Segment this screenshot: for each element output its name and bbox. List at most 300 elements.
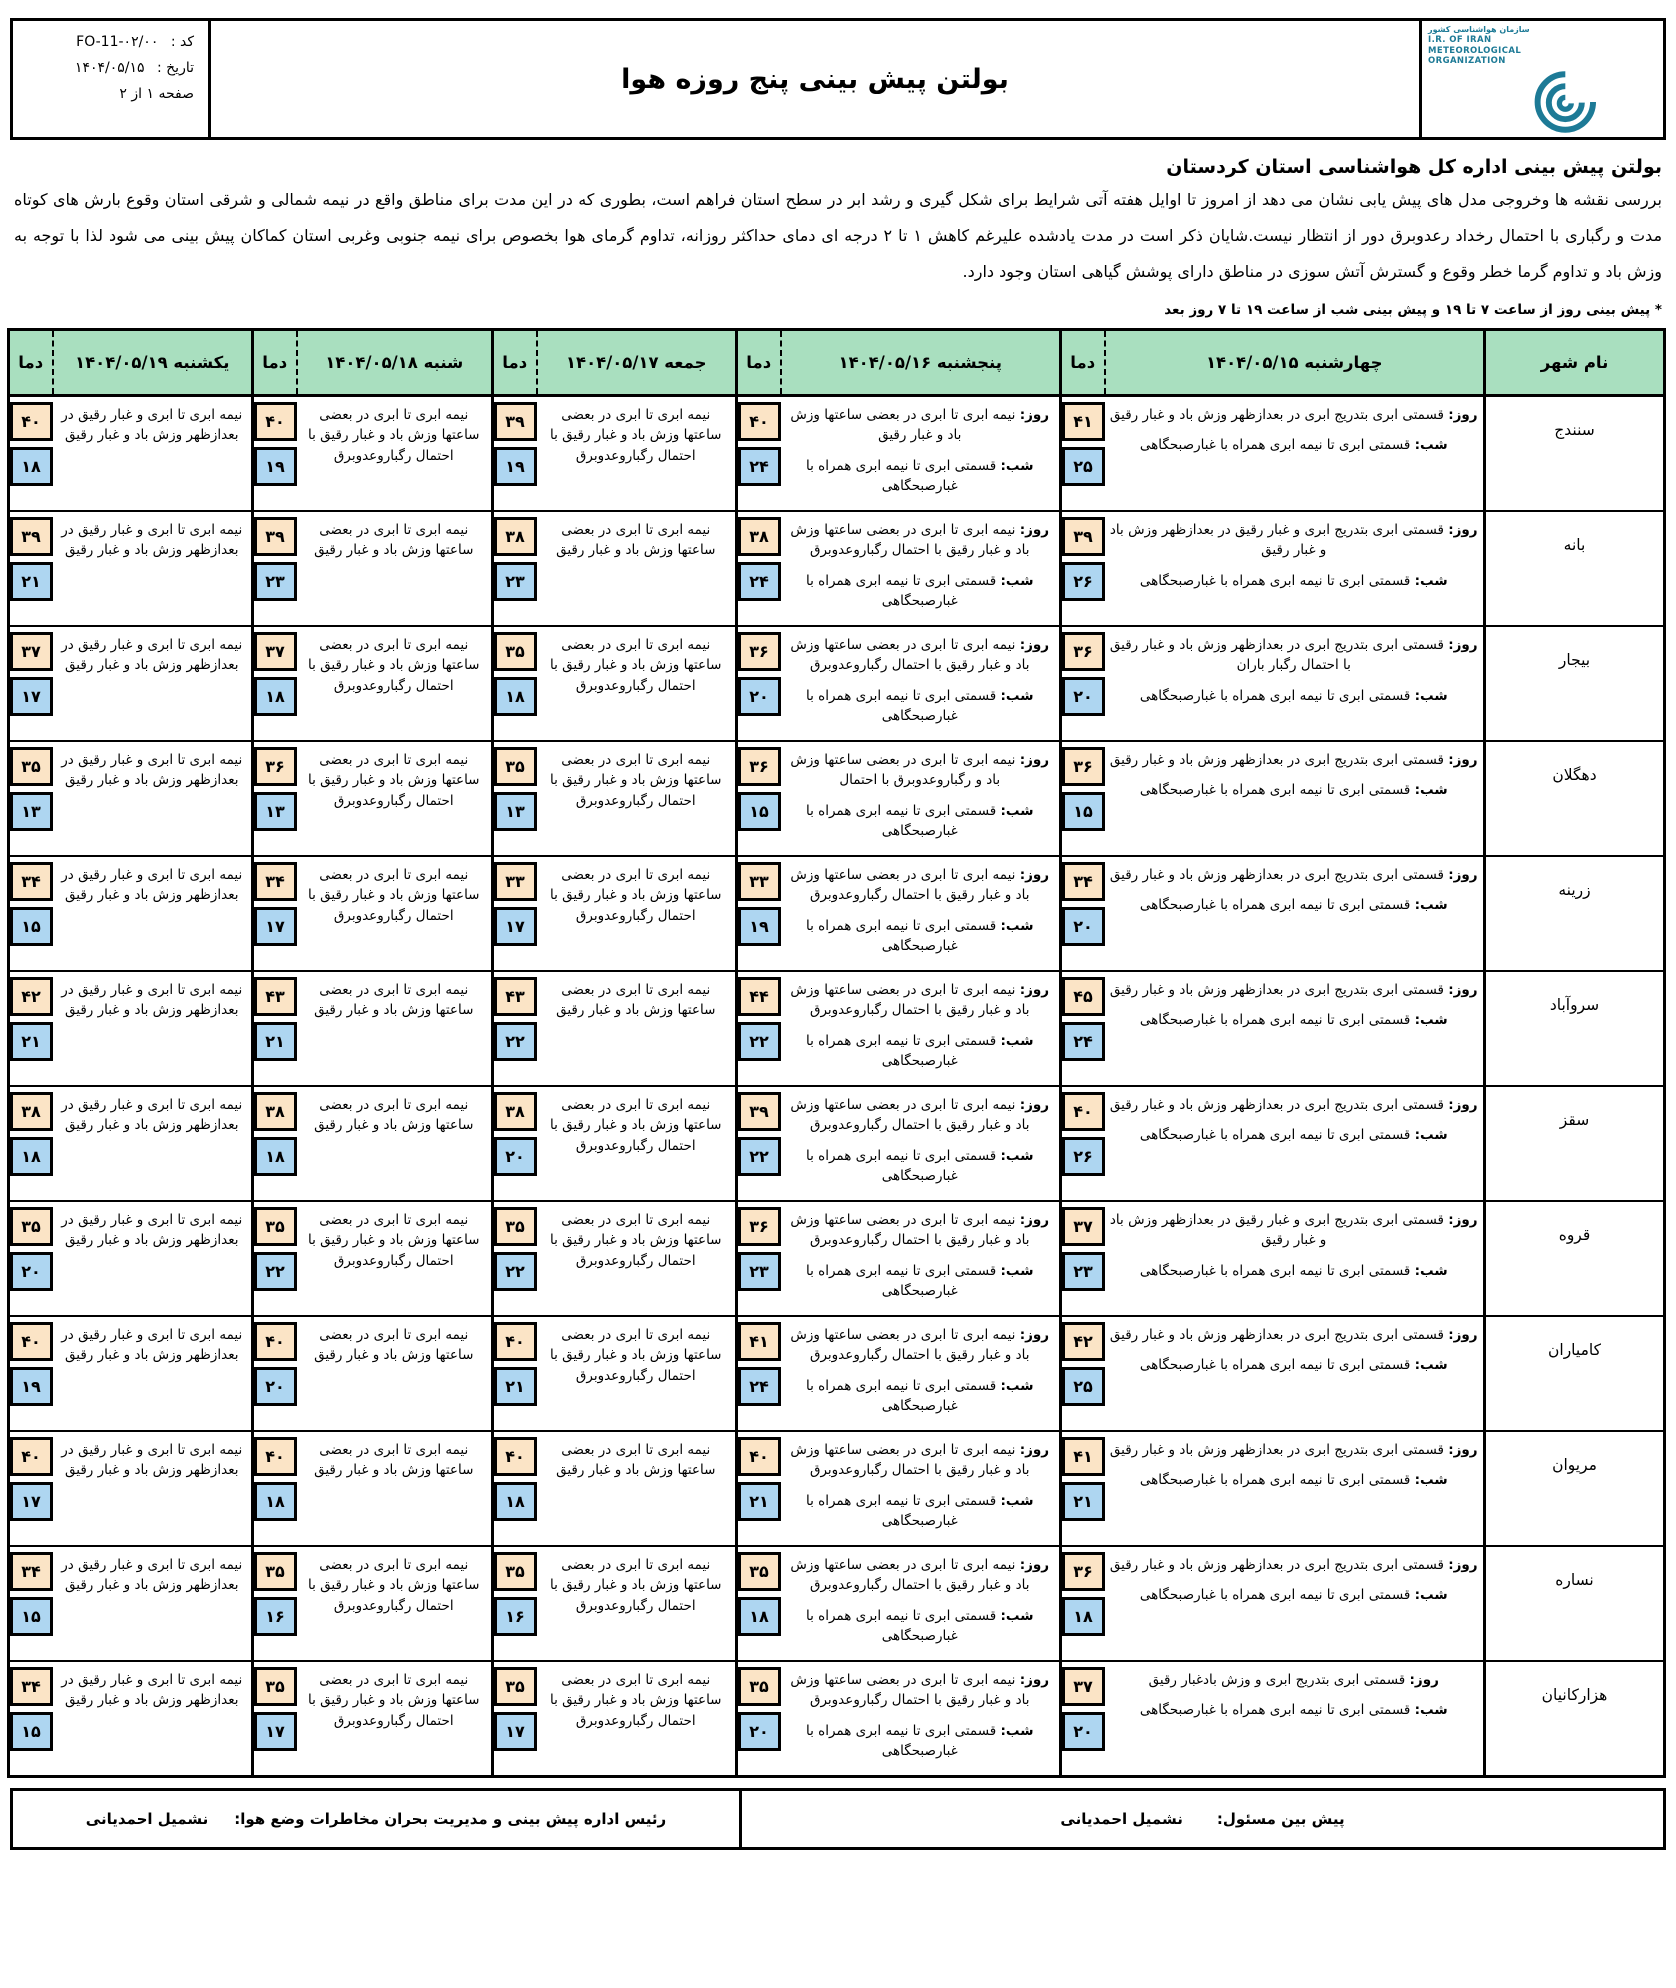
forecast-cell [297,1316,493,1431]
max-temp: ۳۵ [254,1207,297,1246]
col-header-temp-0: دما [1061,330,1105,396]
night-forecast-text: قسمتی ابری تا نیمه ابری همراه با غبارصبحگاهی [806,1032,997,1069]
max-temp: ۴۰ [254,1437,297,1476]
forecast-text: نیمه ابری تا ابری در بعضی ساعتها وزش باد و غبار رقیق با احتمال رگباروعدوبرق [550,637,722,694]
day-forecast-text: نیمه ابری تا ابری در بعضی ساعتها وزش باد و غبار رقیق [790,407,1016,444]
max-temp: ۴۰ [494,1322,537,1361]
forecast-cell [1105,511,1485,626]
min-temp: ۲۱ [254,1022,297,1061]
min-temp: ۲۶ [1062,562,1105,601]
night-forecast [1109,571,1480,591]
city-name: نساره [1485,1546,1665,1661]
forecast-text: نیمه ابری تا ابری در بعضی ساعتها وزش باد و غبار رقیق با احتمال رگباروعدوبرق [308,867,480,924]
forecast-note: * پیش بینی روز از ساعت ۷ تا ۱۹ و پیش بینی شب از ساعت ۱۹ تا ۷ روز بعد [1164,302,1662,318]
forecast-text: نیمه ابری تا ابری در بعضی ساعتها وزش باد و غبار رقیق [314,522,474,559]
org-name-en-1: I.R. OF IRAN [1428,35,1492,45]
col-header-day-4: یکشنبه ۱۴۰۴/۰۵/۱۹ [53,330,253,396]
temperature-cell [737,1316,781,1431]
max-temp: ۴۲ [10,977,53,1016]
min-temp: ۲۰ [494,1137,537,1176]
temperature-cell [1061,1086,1105,1201]
night-label: شب: [1000,802,1034,819]
forecast-cell [537,396,737,512]
temperature-cell [253,1661,297,1777]
forecast-text: نیمه ابری تا ابری و غبار رقیق در بعدازظهر وزش باد و غبار رقیق [61,522,243,559]
forecast-cell [781,396,1061,512]
max-temp: ۴۰ [10,1322,53,1361]
intro-heading: بولتن پیش بینی اداره کل هواشناسی استان کردستان [1166,156,1662,178]
night-forecast [785,571,1056,612]
min-temp: ۱۵ [738,792,781,831]
day-forecast [1109,750,1480,770]
forecast-cell [1105,1201,1485,1316]
night-forecast-text: قسمتی ابری تا نیمه ابری همراه با غبارصبحگاهی [1139,897,1411,914]
forecast-cell [297,511,493,626]
table-row [9,971,1665,1086]
forecast-table-body [9,396,1665,1777]
day-label: روز: [1448,1557,1478,1573]
forecast-text: نیمه ابری تا ابری در بعضی ساعتها وزش باد و غبار رقیق [556,522,716,559]
head-of-office-label: رئیس اداره پیش بینی و مدیریت بحران مخاطرات وضع هوا: [234,1810,667,1828]
forecast-text: نیمه ابری تا ابری و غبار رقیق در بعدازظهر وزش باد و غبار رقیق [61,1212,243,1249]
min-temp: ۲۳ [738,1252,781,1291]
forecast-text: نیمه ابری تا ابری و غبار رقیق در بعدازظهر وزش باد و غبار رقیق [61,1097,243,1134]
temperature-cell [737,1431,781,1546]
max-temp: ۳۵ [494,1667,537,1706]
night-forecast-text: قسمتی ابری تا نیمه ابری همراه با غبارصبحگاهی [806,917,997,954]
temperature-cell [9,971,53,1086]
night-label: شب: [1414,572,1448,589]
min-temp: ۱۵ [10,1597,53,1636]
temperature-cell [9,1086,53,1201]
day-label: روز: [1019,1327,1050,1343]
col-header-day-3: شنبه ۱۴۰۴/۰۵/۱۸ [297,330,493,396]
code-value: FO-11-۰۲/۰۰ [76,34,159,50]
temperature-cell [493,1431,537,1546]
max-temp: ۳۶ [738,1207,781,1246]
temperature-cell [493,1086,537,1201]
forecast-cell [537,741,737,856]
night-forecast [785,1146,1056,1187]
max-temp: ۴۱ [1062,402,1105,441]
day-label: روز: [1019,1212,1050,1228]
night-forecast-text: قسمتی ابری تا نیمه ابری همراه با غبارصبحگاهی [806,1492,997,1529]
temperature-cell [9,626,53,741]
max-temp: ۳۶ [1062,632,1105,671]
night-forecast [785,1606,1056,1647]
night-label: شب: [1000,1492,1034,1509]
day-label: روز: [1448,867,1478,883]
max-temp: ۴۵ [1062,977,1105,1016]
max-temp: ۳۹ [254,517,297,556]
min-temp: ۲۰ [254,1367,297,1406]
night-forecast-text: قسمتی ابری تا نیمه ابری همراه با غبارصبحگاهی [1139,782,1411,799]
max-temp: ۴۰ [1062,1092,1105,1131]
forecast-cell [781,741,1061,856]
min-temp: ۲۱ [10,1022,53,1061]
forecast-cell [537,971,737,1086]
min-temp: ۲۰ [1062,677,1105,716]
min-temp: ۱۶ [254,1597,297,1636]
temperature-cell [9,1546,53,1661]
night-forecast-text: قسمتی ابری تا نیمه ابری همراه با غبارصبحگاهی [1139,1012,1411,1029]
night-forecast [1109,435,1480,455]
min-temp: ۲۱ [494,1367,537,1406]
temperature-cell [493,1316,537,1431]
day-forecast-text: قسمتی ابری بتدریج ابری در بعدازظهر وزش باد و غبار رقیق [1109,1097,1444,1113]
max-temp: ۳۵ [10,1207,53,1246]
temperature-cell [737,1661,781,1777]
day-forecast-text: نیمه ابری تا ابری در بعضی ساعتها وزش باد و غبار رقیق با احتمال رگباروعدوبرق [790,1212,1030,1249]
temperature-cell [493,971,537,1086]
night-forecast-text: قسمتی ابری تا نیمه ابری همراه با غبارصبحگاهی [1139,1702,1411,1719]
table-row [9,1086,1665,1201]
org-name-en-3: ORGANIZATION [1428,56,1506,67]
col-header-temp-3: دما [253,330,297,396]
temperature-cell [253,741,297,856]
temperature-cell [9,1201,53,1316]
max-temp: ۳۹ [10,517,53,556]
night-forecast-text: قسمتی ابری تا نیمه ابری همراه با غبارصبحگاهی [806,1147,997,1184]
day-label: روز: [1019,407,1050,423]
max-temp: ۴۰ [738,402,781,441]
day-forecast [785,1325,1056,1366]
day-forecast-text: قسمتی ابری بتدریج ابری در بعدازظهر وزش باد و غبار رقیق [1109,1557,1444,1573]
head-of-office-cell [13,1791,739,1847]
temperature-cell [737,856,781,971]
min-temp: ۱۷ [494,907,537,946]
night-label: شب: [1000,1147,1034,1164]
day-label: روز: [1448,522,1478,538]
forecast-text: نیمه ابری تا ابری و غبار رقیق در بعدازظهر وزش باد و غبار رقیق [61,982,243,1019]
night-label: شب: [1000,457,1034,474]
forecast-text: نیمه ابری تا ابری در بعضی ساعتها وزش باد و غبار رقیق با احتمال رگباروعدوبرق [308,407,480,464]
page-title: بولتن پیش بینی پنج روزه هوا [621,63,1009,95]
day-label: روز: [1448,1327,1478,1343]
max-temp: ۳۶ [1062,1552,1105,1591]
table-row [9,626,1665,741]
forecast-text: نیمه ابری تا ابری و غبار رقیق در بعدازظهر وزش باد و غبار رقیق [61,1557,243,1594]
min-temp: ۲۰ [738,677,781,716]
night-label: شب: [1000,1607,1034,1624]
table-row [9,1546,1665,1661]
max-temp: ۳۸ [738,517,781,556]
forecast-cell [537,1661,737,1777]
min-temp: ۲۰ [738,1712,781,1751]
forecast-cell [53,1431,253,1546]
day-label: روز: [1448,1442,1478,1458]
temperature-cell [1061,626,1105,741]
city-name: دهگلان [1485,741,1665,856]
table-header-row [9,330,1665,396]
max-temp: ۳۵ [494,1207,537,1246]
forecast-cell [53,856,253,971]
org-logo-text [1428,25,1657,67]
day-label: روز: [1448,1212,1478,1228]
min-temp: ۱۵ [1062,792,1105,831]
temperature-cell [1061,1546,1105,1661]
min-temp: ۲۶ [1062,1137,1105,1176]
min-temp: ۲۱ [10,562,53,601]
forecast-cell [1105,1546,1485,1661]
forecast-text: نیمه ابری تا ابری در بعضی ساعتها وزش باد و غبار رقیق با احتمال رگباروعدوبرق [308,1557,480,1614]
max-temp: ۳۵ [254,1552,297,1591]
day-label: روز: [1448,637,1478,653]
day-forecast-text: نیمه ابری تا ابری در بعضی ساعتها وزش باد و غبار رقیق با احتمال رگباروعدوبرق [790,1442,1030,1479]
temperature-cell [1061,1316,1105,1431]
temperature-cell [737,971,781,1086]
min-temp: ۱۵ [10,907,53,946]
night-forecast [1109,686,1480,706]
min-temp: ۱۶ [494,1597,537,1636]
night-forecast [1109,1355,1480,1375]
day-label: روز: [1019,1097,1050,1113]
max-temp: ۳۴ [254,862,297,901]
max-temp: ۳۸ [10,1092,53,1131]
col-header-temp-2: دما [493,330,537,396]
forecast-text: نیمه ابری تا ابری در بعضی ساعتها وزش باد و غبار رقیق با احتمال رگباروعدوبرق [550,1097,722,1154]
min-temp: ۱۳ [10,792,53,831]
day-forecast-text: نیمه ابری تا ابری در بعضی ساعتها وزش باد و غبار رقیق با احتمال رگباروعدوبرق [790,637,1030,674]
night-label: شب: [1414,1012,1448,1029]
max-temp: ۳۴ [10,1667,53,1706]
night-forecast [785,456,1056,497]
max-temp: ۴۴ [738,977,781,1016]
min-temp: ۱۸ [10,1137,53,1176]
temperature-cell [737,626,781,741]
max-temp: ۳۵ [254,1667,297,1706]
max-temp: ۳۴ [10,862,53,901]
night-forecast-text: قسمتی ابری تا نیمه ابری همراه با غبارصبحگاهی [1139,1262,1411,1279]
max-temp: ۳۸ [254,1092,297,1131]
night-forecast [785,1491,1056,1532]
max-temp: ۳۵ [494,747,537,786]
day-forecast [1109,1210,1480,1251]
forecast-cell [781,1201,1061,1316]
forecast-cell [781,856,1061,971]
night-label: شب: [1000,1722,1034,1739]
forecast-cell [53,741,253,856]
temperature-cell [1061,1661,1105,1777]
forecast-text: نیمه ابری تا ابری در بعضی ساعتها وزش باد و غبار رقیق با احتمال رگباروعدوبرق [308,752,480,809]
temperature-cell [253,856,297,971]
night-forecast-text: قسمتی ابری تا نیمه ابری همراه با غبارصبحگاهی [1139,1127,1411,1144]
temperature-cell [1061,1431,1105,1546]
day-forecast-text: قسمتی ابری بتدریج ابری در بعدازظهر وزش باد و غبار رقیق با احتمال رگبار باران [1109,637,1444,674]
night-forecast-text: قسمتی ابری تا نیمه ابری همراه با غبارصبحگاهی [806,802,997,839]
temperature-cell [1061,971,1105,1086]
forecast-text: نیمه ابری تا ابری و غبار رقیق در بعدازظهر وزش باد و غبار رقیق [61,1327,243,1364]
forecast-cell [297,1086,493,1201]
date-label: تاریخ : [156,60,194,76]
day-forecast-text: نیمه ابری تا ابری در بعضی ساعتها وزش باد و رگباروعدوبرق با احتمال [790,752,1016,789]
table-row [9,741,1665,856]
night-forecast-text: قسمتی ابری تا نیمه ابری همراه با غبارصبحگاهی [806,1607,997,1644]
night-forecast-text: قسمتی ابری تا نیمه ابری همراه با غبارصبحگاهی [1139,437,1411,454]
min-temp: ۲۴ [738,562,781,601]
day-forecast [1109,1095,1480,1115]
day-forecast-text: قسمتی ابری بتدریج ابری در بعدازظهر وزش باد و غبار رقیق [1109,867,1444,883]
min-temp: ۲۲ [738,1137,781,1176]
night-forecast [1109,1470,1480,1490]
forecast-text: نیمه ابری تا ابری و غبار رقیق در بعدازظهر وزش باد و غبار رقیق [61,1672,243,1709]
code-label: کد : [170,34,194,50]
min-temp: ۲۲ [254,1252,297,1291]
forecast-cell [1105,971,1485,1086]
forecast-cell [1105,1316,1485,1431]
forecast-cell [781,1661,1061,1777]
forecast-text: نیمه ابری تا ابری در بعضی ساعتها وزش باد و غبار رقیق با احتمال رگباروعدوبرق [550,1557,722,1614]
day-forecast [1109,1670,1480,1690]
max-temp: ۳۶ [738,747,781,786]
day-forecast [785,405,1056,446]
org-logo [1419,21,1663,137]
night-forecast-text: قسمتی ابری تا نیمه ابری همراه با غبارصبحگاهی [1139,687,1411,704]
day-forecast-text: نیمه ابری تا ابری در بعضی ساعتها وزش باد و غبار رقیق با احتمال رگباروعدوبرق [790,867,1030,904]
day-forecast-text: نیمه ابری تا ابری در بعضی ساعتها وزش باد و غبار رقیق با احتمال رگباروعدوبرق [790,1557,1030,1594]
max-temp: ۳۵ [10,747,53,786]
temperature-cell [493,626,537,741]
night-forecast [1109,1261,1480,1281]
temperature-cell [737,1201,781,1316]
forecast-text: نیمه ابری تا ابری در بعضی ساعتها وزش باد و غبار رقیق با احتمال رگباروعدوبرق [308,637,480,694]
min-temp: ۱۸ [10,447,53,486]
signature-footer [10,1788,1666,1850]
temperature-cell [253,1201,297,1316]
day-forecast [1109,865,1480,885]
temperature-cell [493,741,537,856]
org-name-en-2: METEOROLOGICAL [1428,45,1522,56]
max-temp: ۳۸ [494,1092,537,1131]
forecast-text: نیمه ابری تا ابری در بعضی ساعتها وزش باد و غبار رقیق [556,982,716,1019]
forecast-cell [297,741,493,856]
day-label: روز: [1448,982,1478,998]
intro-paragraph: بررسی نقشه ها وخروجی مدل های پیش یابی نشان می دهد از امروز تا اوایل هفته آتی شرایط برای شکل گیری و رشد ابر در سطح استان فراهم است، بطوری که در این مدت برای مناطق واقع در نیمه شمالی و شرقی استان وقوع بارش های کوتاه مدت و رگباری با احتمال رخداد رعدوبرق دور از انتظار نیست.شایان ذکر است در مدت یادشده علیرغم کاهش ۱ تا ۲ درجه ای دمای حداکثر روزانه، تداوم گرمای هوا بخصوص برای نیمه جنوبی وغربی استان کماکان پیش بینی می شود لذا با توجه به وزش باد و تداوم گرما خطر وقوع و گسترش آتش سوزی در مناطق دارای پوشش گیاهی استان وجود دارد. [14,190,1663,281]
forecast-cell [297,626,493,741]
day-forecast [1109,405,1480,425]
min-temp: ۲۴ [1062,1022,1105,1061]
night-forecast [1109,1010,1480,1030]
forecast-cell [537,1316,737,1431]
night-forecast [785,1721,1056,1762]
temperature-cell [253,1316,297,1431]
city-name: سقز [1485,1086,1665,1201]
min-temp: ۱۸ [494,677,537,716]
min-temp: ۱۹ [10,1367,53,1406]
day-label: روز: [1448,407,1478,423]
forecast-cell [1105,396,1485,512]
max-temp: ۴۰ [254,402,297,441]
forecast-cell [1105,1661,1485,1777]
min-temp: ۱۷ [254,1712,297,1751]
day-forecast-text: نیمه ابری تا ابری در بعضی ساعتها وزش باد و غبار رقیق با احتمال رگباروعدوبرق [790,1327,1030,1364]
night-label: شب: [1000,1262,1034,1279]
day-forecast-text: قسمتی ابری بتدریج ابری در بعدازظهر وزش باد و غبار رقیق [1109,1442,1444,1458]
max-temp: ۳۷ [1062,1667,1105,1706]
day-forecast-text: نیمه ابری تا ابری در بعضی ساعتها وزش باد و غبار رقیق با احتمال رگباروعدوبرق [790,522,1030,559]
table-row [9,1661,1665,1777]
table-row [9,856,1665,971]
forecast-cell [1105,856,1485,971]
temperature-cell [1061,741,1105,856]
night-forecast [785,1261,1056,1302]
forecast-cell [53,1316,253,1431]
temperature-cell [493,1546,537,1661]
forecast-cell [781,1086,1061,1201]
temperature-cell [253,396,297,512]
max-temp: ۳۵ [494,1552,537,1591]
forecast-cell [781,1431,1061,1546]
day-forecast-text: قسمتی ابری بتدریج ابری و غبار رقیق در بعدازظهر وزش باد و غبار رقیق [1109,522,1444,559]
day-forecast-text: قسمتی ابری بتدریج ابری و وزش بادغبار رقیق [1148,1672,1406,1688]
night-forecast [785,916,1056,957]
day-forecast-text: قسمتی ابری بتدریج ابری در بعدازظهر وزش باد و غبار رقیق [1109,1327,1444,1343]
temperature-cell [737,1086,781,1201]
forecast-text: نیمه ابری تا ابری در بعضی ساعتها وزش باد و غبار رقیق [556,1442,716,1479]
max-temp: ۳۵ [738,1667,781,1706]
forecast-text: نیمه ابری تا ابری در بعضی ساعتها وزش باد و غبار رقیق با احتمال رگباروعدوبرق [550,867,722,924]
date-value: ۱۴۰۴/۰۵/۱۵ [74,60,145,76]
col-header-temp-1: دما [737,330,781,396]
night-forecast-text: قسمتی ابری تا نیمه ابری همراه با غبارصبحگاهی [806,1262,997,1299]
night-forecast-text: قسمتی ابری تا نیمه ابری همراه با غبارصبحگاهی [806,1377,997,1414]
day-forecast [1109,1555,1480,1575]
forecast-cell [53,511,253,626]
day-forecast-text: قسمتی ابری بتدریج ابری در بعدازظهر وزش باد و غبار رقیق [1109,752,1444,768]
max-temp: ۳۵ [738,1552,781,1591]
night-label: شب: [1000,687,1034,704]
min-temp: ۲۰ [1062,1712,1105,1751]
forecast-table [7,328,1666,1778]
temperature-cell [737,396,781,512]
night-label: شب: [1414,1357,1448,1374]
temperature-cell [493,1661,537,1777]
city-name: هزارکانیان [1485,1661,1665,1777]
forecast-cell [781,971,1061,1086]
document-header [10,18,1666,140]
min-temp: ۲۲ [738,1022,781,1061]
temperature-cell [1061,856,1105,971]
min-temp: ۲۴ [738,1367,781,1406]
night-label: شب: [1414,1587,1448,1604]
temperature-cell [9,511,53,626]
max-temp: ۳۶ [738,632,781,671]
max-temp: ۴۳ [254,977,297,1016]
temperature-cell [1061,396,1105,512]
forecast-cell [781,626,1061,741]
forecast-cell [1105,1431,1485,1546]
temperature-cell [1061,1201,1105,1316]
forecast-text: نیمه ابری تا ابری و غبار رقیق در بعدازظهر وزش باد و غبار رقیق [61,1442,243,1479]
day-forecast [785,1670,1056,1711]
night-label: شب: [1414,1472,1448,1489]
day-label: روز: [1019,867,1050,883]
forecast-cell [781,1316,1061,1431]
day-forecast [785,750,1056,791]
forecast-text: نیمه ابری تا ابری در بعضی ساعتها وزش باد و غبار رقیق [314,1097,474,1134]
temperature-cell [9,856,53,971]
min-temp: ۱۸ [494,1482,537,1521]
min-temp: ۱۸ [738,1597,781,1636]
night-forecast [785,686,1056,727]
night-label: شب: [1000,572,1034,589]
min-temp: ۱۹ [254,447,297,486]
temperature-cell [9,1661,53,1777]
forecast-cell [781,1546,1061,1661]
forecast-text: نیمه ابری تا ابری در بعضی ساعتها وزش باد و غبار رقیق با احتمال رگباروعدوبرق [308,1212,480,1269]
night-forecast-text: قسمتی ابری تا نیمه ابری همراه با غبارصبحگاهی [1139,572,1411,589]
forecast-cell [297,1661,493,1777]
